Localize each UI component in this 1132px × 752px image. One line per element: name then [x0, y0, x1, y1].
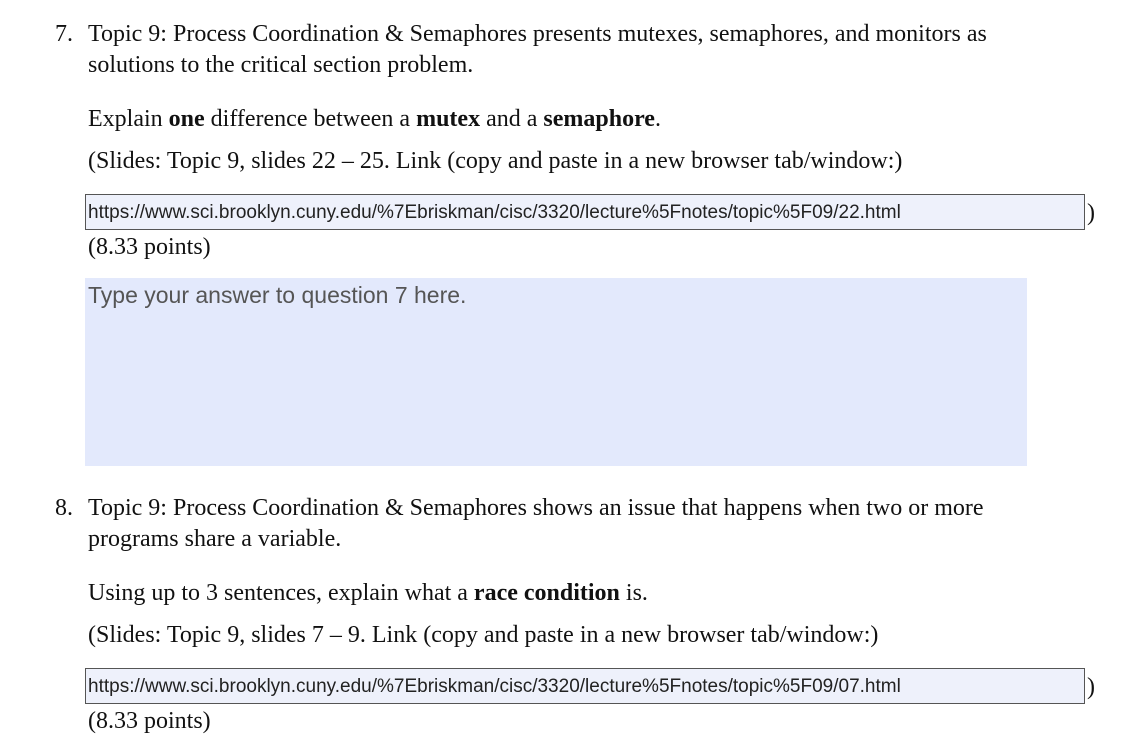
question-7-link-field[interactable]: https://www.sci.brooklyn.cuny.edu/%7Ebriskman/cisc/3320/lecture%5Fnotes/topic%5F09/22.html	[85, 194, 1085, 230]
question-8-number: 8.	[55, 495, 73, 521]
question-8-slides-note: (Slides: Topic 9, slides 7 – 9. Link (copy and paste in a new browser tab/window:)	[88, 622, 879, 648]
question-7-answer-placeholder: Type your answer to question 7 here.	[88, 282, 467, 308]
question-8-link-field[interactable]: https://www.sci.brooklyn.cuny.edu/%7Ebriskman/cisc/3320/lecture%5Fnotes/topic%5F09/07.html	[85, 668, 1085, 704]
question-7-answer-field[interactable]	[85, 278, 1027, 466]
question-7-points: (8.33 points)	[88, 234, 211, 260]
question-8-prompt: Using up to 3 sentences, explain what a race condition is.	[88, 580, 648, 606]
question-7-prompt: Explain one difference between a mutex and a semaphore.	[88, 106, 661, 132]
question-8-intro: Topic 9: Process Coordination & Semaphores shows an issue that happens when two or more programs share a variable.	[88, 495, 984, 552]
question-7-intro: Topic 9: Process Coordination & Semaphores presents mutexes, semaphores, and monitors as solutions to the critical section problem.	[88, 21, 987, 78]
question-7-slides-note: (Slides: Topic 9, slides 22 – 25. Link (copy and paste in a new browser tab/window:)	[88, 148, 903, 174]
question-7-number: 7.	[55, 21, 73, 47]
question-8-link-close-paren: )	[1087, 674, 1095, 700]
question-8-points: (8.33 points)	[88, 708, 211, 734]
question-7-link-close-paren: )	[1087, 200, 1095, 226]
